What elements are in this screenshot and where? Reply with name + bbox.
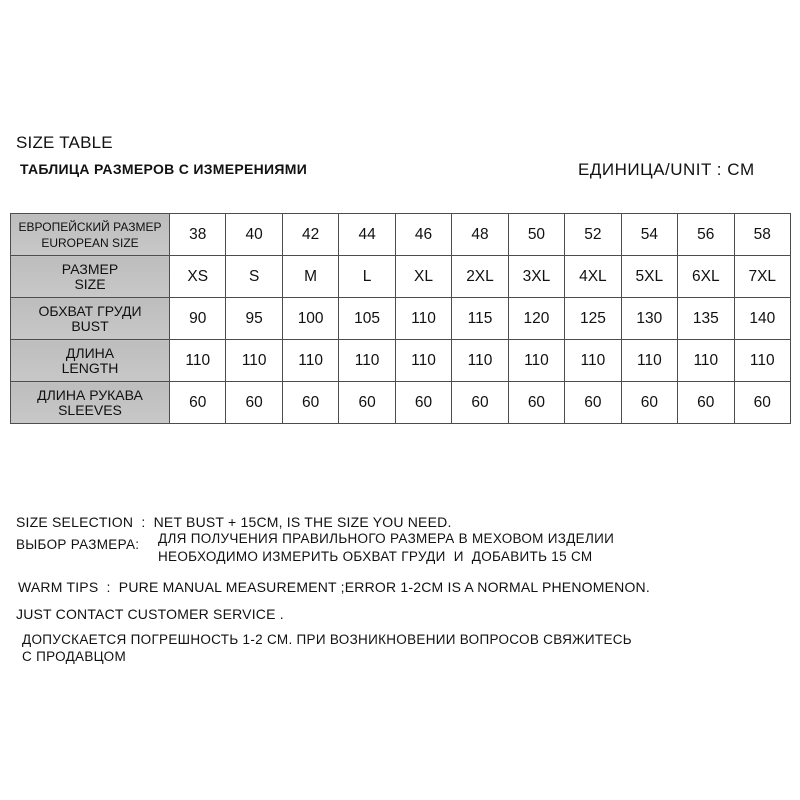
table-cell: L — [339, 256, 395, 298]
table-cell: 110 — [226, 340, 282, 382]
table-cell: 60 — [339, 382, 395, 424]
row-header-line: SLEEVES — [58, 401, 122, 418]
table-cell: 2XL — [452, 256, 508, 298]
table-cell: 110 — [395, 340, 451, 382]
table-cell: 110 — [395, 298, 451, 340]
table-cell: S — [226, 256, 282, 298]
table-cell: 90 — [170, 298, 226, 340]
contact-note: JUST CONTACT CUSTOMER SERVICE . — [16, 606, 284, 622]
table-cell: 6XL — [678, 256, 734, 298]
table-row — [11, 256, 791, 298]
table-cell: 3XL — [508, 256, 564, 298]
table-cell: 60 — [226, 382, 282, 424]
table-cell: XS — [170, 256, 226, 298]
table-cell: 56 — [678, 214, 734, 256]
table-cell: 60 — [282, 382, 338, 424]
table-cell: 135 — [678, 298, 734, 340]
row-header — [11, 298, 170, 340]
table-cell: 115 — [452, 298, 508, 340]
table-cell: 48 — [452, 214, 508, 256]
table-cell: 110 — [734, 340, 790, 382]
tolerance-note-ru-line1: ДОПУСКАЕТСЯ ПОГРЕШНОСТЬ 1-2 СМ. ПРИ ВОЗНИКНОВЕНИИ ВОПРОСОВ СВЯЖИТЕСЬ — [22, 632, 632, 647]
row-header-line: ОБХВАТ ГРУДИ — [38, 302, 142, 319]
table-cell: 60 — [452, 382, 508, 424]
table-cell: 110 — [565, 340, 621, 382]
size-selection-note: SIZE SELECTION : NET BUST + 15CM, IS THE SIZE YOU NEED. — [16, 514, 452, 530]
table-cell: 110 — [678, 340, 734, 382]
table-cell: 44 — [339, 214, 395, 256]
table-cell: 60 — [678, 382, 734, 424]
page-title: SIZE TABLE — [16, 133, 113, 152]
table-cell: XL — [395, 256, 451, 298]
table-cell: 60 — [508, 382, 564, 424]
table-cell: 95 — [226, 298, 282, 340]
row-header-line: ДЛИНА РУКАВА — [37, 386, 143, 403]
table-cell: 105 — [339, 298, 395, 340]
row-header-line: BUST — [71, 317, 109, 334]
row-header-line: ЕВРОПЕЙСКИЙ РАЗМЕР — [18, 219, 162, 234]
table-cell: 110 — [282, 340, 338, 382]
table-cell: 4XL — [565, 256, 621, 298]
unit-label: ЕДИНИЦА/UNIT : CM — [578, 160, 755, 179]
row-header-line: ДЛИНА — [65, 344, 115, 361]
table-cell: 42 — [282, 214, 338, 256]
table-cell: 7XL — [734, 256, 790, 298]
row-header — [11, 256, 170, 298]
table-cell: 60 — [395, 382, 451, 424]
table-cell: 52 — [565, 214, 621, 256]
table-cell: 110 — [452, 340, 508, 382]
table-cell: 60 — [565, 382, 621, 424]
size-selection-ru-line1: ДЛЯ ПОЛУЧЕНИЯ ПРАВИЛЬНОГО РАЗМЕРА В МЕХОВОМ ИЗДЕЛИИ — [158, 531, 615, 546]
size-selection-ru-label: ВЫБОР РАЗМЕРА: — [16, 537, 140, 552]
table-cell: 130 — [621, 298, 677, 340]
table-row — [11, 382, 791, 424]
row-header — [11, 214, 170, 256]
size-table — [10, 213, 791, 424]
table-cell: 46 — [395, 214, 451, 256]
row-header-line: EUROPEAN SIZE — [41, 235, 139, 250]
table-cell: 50 — [508, 214, 564, 256]
table-cell: 110 — [508, 340, 564, 382]
row-header-line: SIZE — [74, 275, 106, 292]
table-cell: 5XL — [621, 256, 677, 298]
table-row — [11, 340, 791, 382]
page-subtitle: ТАБЛИЦА РАЗМЕРОВ С ИЗМЕРЕНИЯМИ — [20, 161, 308, 177]
table-cell: 120 — [508, 298, 564, 340]
table-row — [11, 214, 791, 256]
row-header-line: LENGTH — [61, 359, 119, 376]
table-cell: 54 — [621, 214, 677, 256]
table-cell: 110 — [339, 340, 395, 382]
table-row — [11, 298, 791, 340]
table-cell: 140 — [734, 298, 790, 340]
row-header-line: РАЗМЕР — [61, 260, 119, 277]
table-cell: 110 — [170, 340, 226, 382]
tolerance-note-ru-line2: С ПРОДАВЦОМ — [22, 649, 127, 664]
row-header — [11, 340, 170, 382]
table-cell: 60 — [621, 382, 677, 424]
table-cell: 100 — [282, 298, 338, 340]
table-cell: 110 — [621, 340, 677, 382]
table-cell: 38 — [170, 214, 226, 256]
table-cell: 60 — [170, 382, 226, 424]
table-cell: 40 — [226, 214, 282, 256]
row-header — [11, 382, 170, 424]
table-cell: M — [282, 256, 338, 298]
warm-tips-note: WARM TIPS : PURE MANUAL MEASUREMENT ;ERROR 1-2CM IS A NORMAL PHENOMENON. — [18, 579, 650, 595]
table-cell: 58 — [734, 214, 790, 256]
table-cell: 60 — [734, 382, 790, 424]
table-cell: 125 — [565, 298, 621, 340]
size-selection-ru-line2: НЕОБХОДИМО ИЗМЕРИТЬ ОБХВАТ ГРУДИ И ДОБАВИТЬ 15 СМ — [158, 549, 593, 564]
